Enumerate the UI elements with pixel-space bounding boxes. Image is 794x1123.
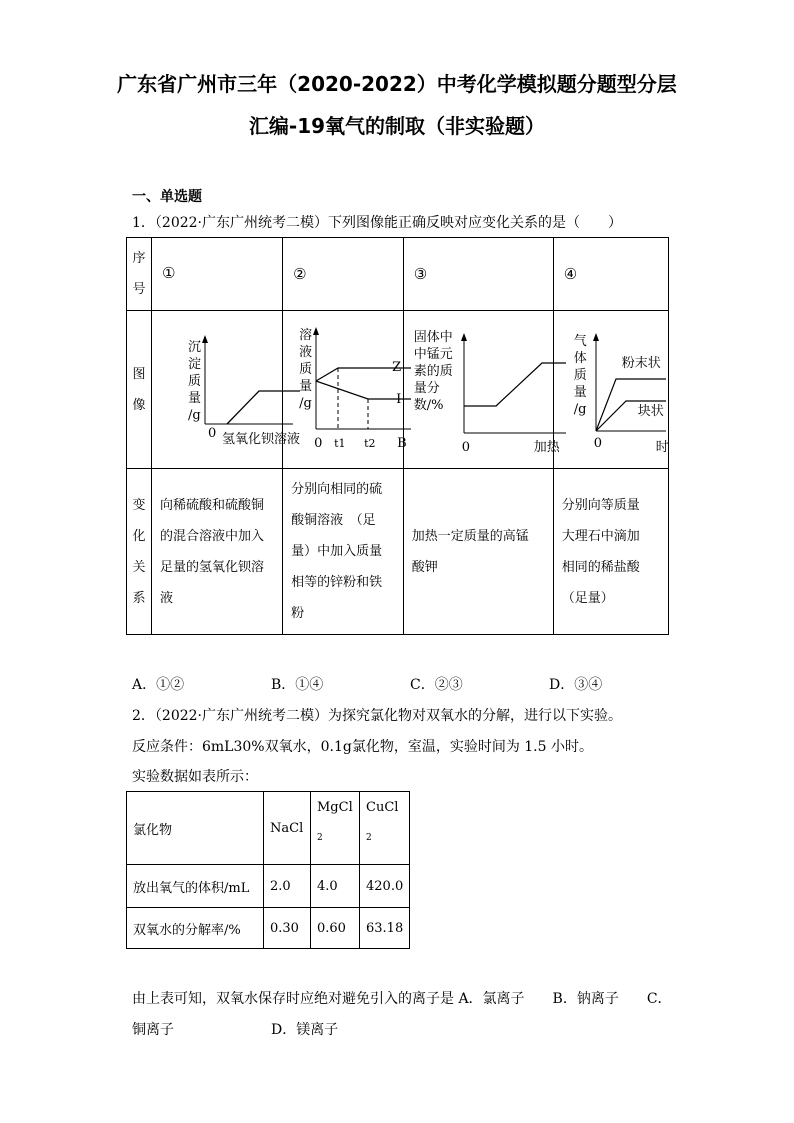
choice-letter: C． (410, 677, 435, 693)
graph-4-svg (554, 311, 666, 468)
graph-1-xlabel: 氢氧化钡溶液 (222, 432, 301, 447)
graph-4-cell (553, 311, 668, 469)
col-num-2 (283, 238, 404, 311)
table-header-cell: NaCl (264, 792, 311, 865)
table-cell: 420.0 (360, 865, 410, 908)
table-header-row (127, 792, 410, 865)
graph-2-t1: t1 (334, 437, 346, 450)
table-header-cell: 氯化物 (127, 792, 264, 865)
q2-conclusion-cont: 铜离子 (132, 1022, 174, 1038)
table-cell: 4.0 (311, 865, 360, 908)
graph-2-t2: t2 (364, 437, 376, 450)
doc-title-line1: 广东省广州市三年（2020-2022）中考化学模拟题分题型分层 (117, 72, 677, 96)
section-heading: 一、单选题 (132, 189, 202, 205)
q2-table-intro: 实验数据如表所示： (132, 769, 258, 785)
table-cell: 0.60 (311, 908, 360, 949)
q1-choice-c[interactable] (410, 674, 463, 694)
graph-1-ylabel: 沉 淀 质 量 /g (188, 340, 202, 423)
graph-2-fe-label: I (396, 392, 402, 407)
graph-3-curve (464, 363, 566, 406)
graph-4-ylabel: 气 体 质 量 /g (573, 334, 587, 417)
desc-1: 向稀硫酸和硫酸铜 的混合溶液中加入 足量的氢氧化钡溶 液 (152, 469, 283, 635)
q2-conditions: 反应条件：6mL30%双氧水，0.1g氯化物，室温，实验时间为 1.5 小时。 (132, 739, 593, 755)
row-label-seq (127, 238, 152, 311)
row-label-relation: 变 化 关 系 (127, 469, 152, 635)
graph-2-cell (283, 311, 407, 469)
desc-3: 加热一定质量的高锰 酸钾 (403, 469, 553, 635)
col-num-label: ② (293, 265, 307, 283)
graph-4-origin: 0 (593, 436, 603, 451)
q1-choice-d[interactable] (549, 674, 602, 694)
table-cell: 2.0 (264, 865, 311, 908)
choice-text: ③④ (574, 677, 603, 693)
table-cell: 双氧水的分解率/% (127, 908, 264, 949)
col-num-label: ④ (563, 265, 578, 283)
desc-2: 分别向相同的硫 酸铜溶液 （足 量）中加入质量 相等的锌粉和铁 粉 (283, 469, 404, 635)
graph-2-origin: 0 (314, 436, 323, 451)
choice-letter: D． (549, 677, 575, 693)
choice-letter: A． (132, 677, 157, 693)
row-label-char: 像 (132, 397, 146, 413)
graph-3-origin: 0 (461, 440, 470, 455)
graph-3-cell (403, 311, 560, 469)
choice-letter: B． (271, 677, 296, 693)
table-row (127, 908, 410, 949)
graph-2-xlabel: B (397, 436, 407, 451)
graph-2 (283, 311, 407, 468)
graph-1-origin: 0 (208, 426, 217, 441)
col-num-4 (553, 238, 668, 311)
table-row (127, 865, 410, 908)
q2-stem: 2．（2022·广东广州统考二模）为探究氯化物对双氧水的分解，进行以下实验。 (132, 708, 622, 724)
col-num-label: ① (162, 263, 176, 282)
q1-stem: 1．（2022·广东广州统考二模）下列图像能正确反映对应变化关系的是（ ） (132, 215, 622, 231)
graph-1-cell (152, 311, 301, 469)
col-num-1 (152, 238, 283, 311)
doc-title-line2: 汇编-19氧气的制取（非实验题） (248, 114, 546, 138)
row-label-char: 号 (132, 282, 146, 297)
table-header-cell: CuCl 2 (360, 792, 410, 865)
q2-choice-d[interactable]: D．镁离子 (271, 1022, 339, 1038)
choice-text: ②③ (434, 677, 463, 693)
graph-3-ylabel: 固体中 中锰元 素的质 量分 数/% (413, 330, 453, 413)
graph-4 (554, 311, 668, 468)
desc-4: 分别向等质量 大理石中滴加 相同的稀盐酸 （足量） (553, 469, 668, 635)
graph-2-zn-label: Z (392, 360, 402, 375)
q1-choice-b[interactable] (271, 674, 323, 694)
table-cell: 0.30 (264, 908, 311, 949)
q1-table (126, 237, 669, 635)
graph-2-ylabel: 溶 液 质 量 /g (299, 328, 313, 411)
graph-4-powder-label: 粉末状 (621, 356, 661, 371)
row-label-image (127, 311, 152, 469)
row-label-char: 图 (132, 366, 146, 382)
col-num-3 (403, 238, 553, 311)
table-cell: 放出氧气的体积/mL (127, 865, 264, 908)
graph-3 (404, 311, 560, 468)
graph-1 (152, 311, 301, 468)
graph-3-xlabel: 加热 (533, 440, 560, 455)
q1-choice-a[interactable] (132, 674, 184, 694)
choice-text: ①② (156, 677, 185, 693)
q2-conclusion: 由上表可知，双氧水保存时应绝对避免引入的离子是 A．氯离子 B．钠离子 C． (132, 991, 672, 1007)
col-num-label: ③ (413, 265, 428, 283)
graph-4-xlabel: 时 (655, 440, 669, 455)
table-header-cell: MgCl 2 (311, 792, 360, 865)
row-label-char: 序 (132, 251, 146, 266)
graph-4-block-label: 块状 (637, 404, 664, 419)
choice-text: ①④ (295, 677, 324, 693)
q2-table (126, 791, 410, 949)
table-cell: 63.18 (360, 908, 410, 949)
